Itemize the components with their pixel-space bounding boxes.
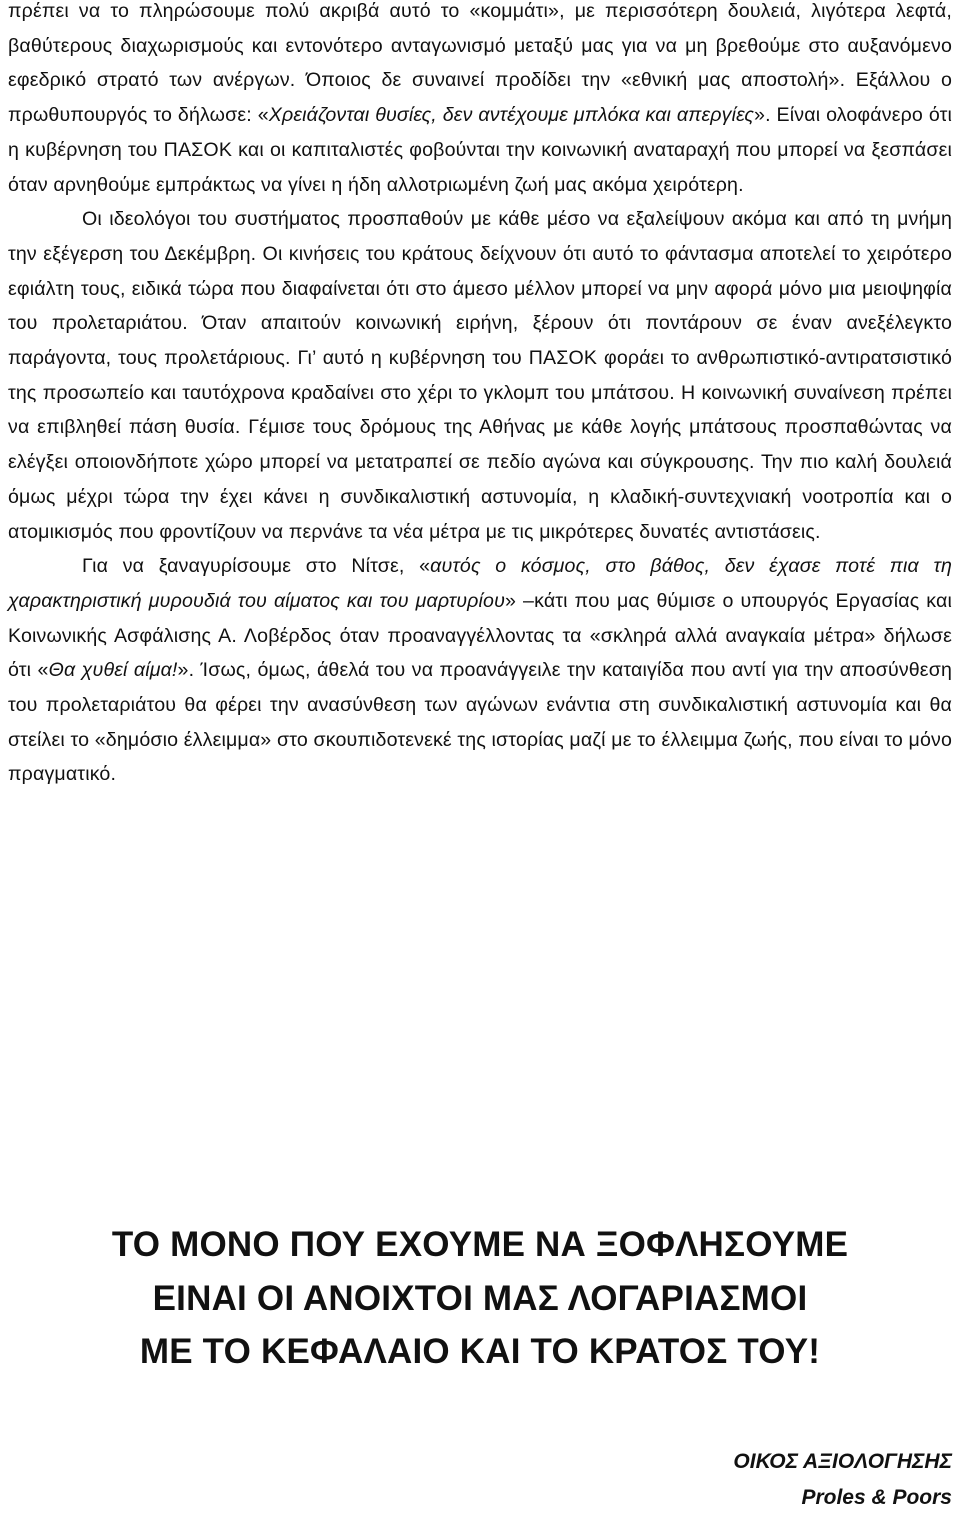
slogan-line-2: ΕΙΝΑΙ ΟΙ ΑΝΟΙΧΤΟΙ ΜΑΣ ΛΟΓΑΡΙΑΣΜΟΙ <box>152 1278 808 1318</box>
paragraph-1 <box>8 0 952 202</box>
paragraph-1-text-b: ». Είναι ολοφάνερο ότι η κυβέρνηση του ΠΑΣΟΚ και οι καπιταλιστές φοβούνται την κοινωνική αναταραχή που μπορεί να ξεσπάσει όταν αρνηθούμε εμπράκτως να γίνει η ήδη αλλοτριωμένη ζωή μας ακόμα χειρότερη. <box>8 104 952 196</box>
closing-slogan <box>0 1218 960 1379</box>
minister-quote: Θα χυθεί αίμα! <box>48 659 178 682</box>
nietzsche-quote: αυτός ο κόσμος, στο βάθος, δεν έχασε ποτέ πια τη χαρακτηριστική μυρουδιά του αίματος και του μαρτυρίου <box>8 555 952 612</box>
slogan-line-3: ΜΕ ΤΟ ΚΕΦΑΛΑΙΟ ΚΑΙ ΤΟ ΚΡΑΤΟΣ ΤΟΥ! <box>139 1332 821 1371</box>
signature <box>733 1444 952 1516</box>
pm-quote: Χρειάζονται θυσίες, δεν αντέχουμε μπλόκα και απεργίες <box>268 104 755 127</box>
signature-line-2: Proles & Poors <box>801 1486 952 1509</box>
paragraph-3 <box>8 549 952 792</box>
signature-line-1: ΟΙΚΟΣ ΑΞΙΟΛΟΓΗΣΗΣ <box>733 1450 952 1473</box>
slogan-line-1: ΤΟ ΜΟΝΟ ΠΟΥ ΕΧΟΥΜΕ ΝΑ ΞΟΦΛΗΣΟΥΜΕ <box>111 1225 849 1264</box>
paragraph-3-text-a: Για να ξαναγυρίσουμε στο Νίτσε, « <box>82 555 431 578</box>
paragraph-2: Οι ιδεολόγοι του συστήματος προσπαθούν με κάθε μέσο να εξαλείψουν ακόμα και από τη μνήμη την εξέγερση του Δεκέμβρη. Οι κινήσεις του κράτους δείχνουν ότι αυτό το φάντασμα αποτελεί το χειρότερο εφιάλτη τους, ειδικά τώρα που διαφαίνεται ότι στο άμεσο μέλλον μπορεί να μην αφορά μόνο μια μειοψηφία του προλεταριάτου. Όταν απαιτούν κοινωνική ειρήνη, ξέρουν ότι ποντάρουν σε έναν ανεξέλεγκτο παράγοντα, τους προλετάριους. Γι’ αυτό η κυβέρνηση του ΠΑΣΟΚ φοράει το ανθρωπιστικό-αντιρατσιστικό της προσωπείο και ταυτόχρονα κραδαίνει στο χέρι το γκλομπ του μπάτσου. Η κοινωνική συναίνεση πρέπει να επιβληθεί πάση θυσία. Γέμισε τους δρόμους της Αθήνας με κάθε λογής μπάτσους προσπαθώντας να ελέγξει οποιονδήποτε χώρο μπορεί να μετατραπεί σε πεδίο αγώνα και σύγκρουσης. Την πιο καλή δουλειά όμως μέχρι τώρα την έχει κάνει η συνδικαλιστική αστυνομία, η κλαδική-συντεχνιακή νοοτροπία και ο ατομικισμός που φροντίζουν να περνάνε τα νέα μέτρα με τις μικρότερες δυνατές αντιστάσεις. <box>8 208 952 543</box>
paragraph-3-text-c: ». Ίσως, όμως, άθελά του να προανάγγειλε την καταιγίδα που αντί για την αποσύνθεση του προλεταριάτου θα φέρει την ανασύνθεση των αγώνων ενάντια στη συνδικαλιστική αστυνομία και θα στείλει το «δημόσιο έλλειμμα» στο σκουπιδοτενεκέ της ιστορίας μαζί με το έλλειμμα ζωής, που είναι το μόνο πραγματικό. <box>8 659 952 786</box>
paragraph-3-text-b: » –κάτι που μας θύμισε ο υπουργός Εργασίας και Κοινωνικής Ασφάλισης Α. Λοβέρδος όταν προαναγγέλλοντας τα «σκληρά αλλά αναγκαία μέτρα» δήλωσε ότι « <box>8 589 952 682</box>
article-body <box>8 0 952 792</box>
paragraph-1-text-a: πρέπει να το πληρώσουμε πολύ ακριβά αυτό το «κομμάτι», με περισσότερη δουλειά, λιγότερα λεφτά, βαθύτερους διαχωρισμούς και εντονότερο ανταγωνισμό μεταξύ μας για να μη βρεθούμε στο αυξανόμενο εφεδρικό στρατό των ανέργων. Όποιος δε συναινεί προδίδει την «εθνική μας αποστολή». Εξάλλου ο πρωθυπουργός το δήλωσε: « <box>8 0 952 127</box>
